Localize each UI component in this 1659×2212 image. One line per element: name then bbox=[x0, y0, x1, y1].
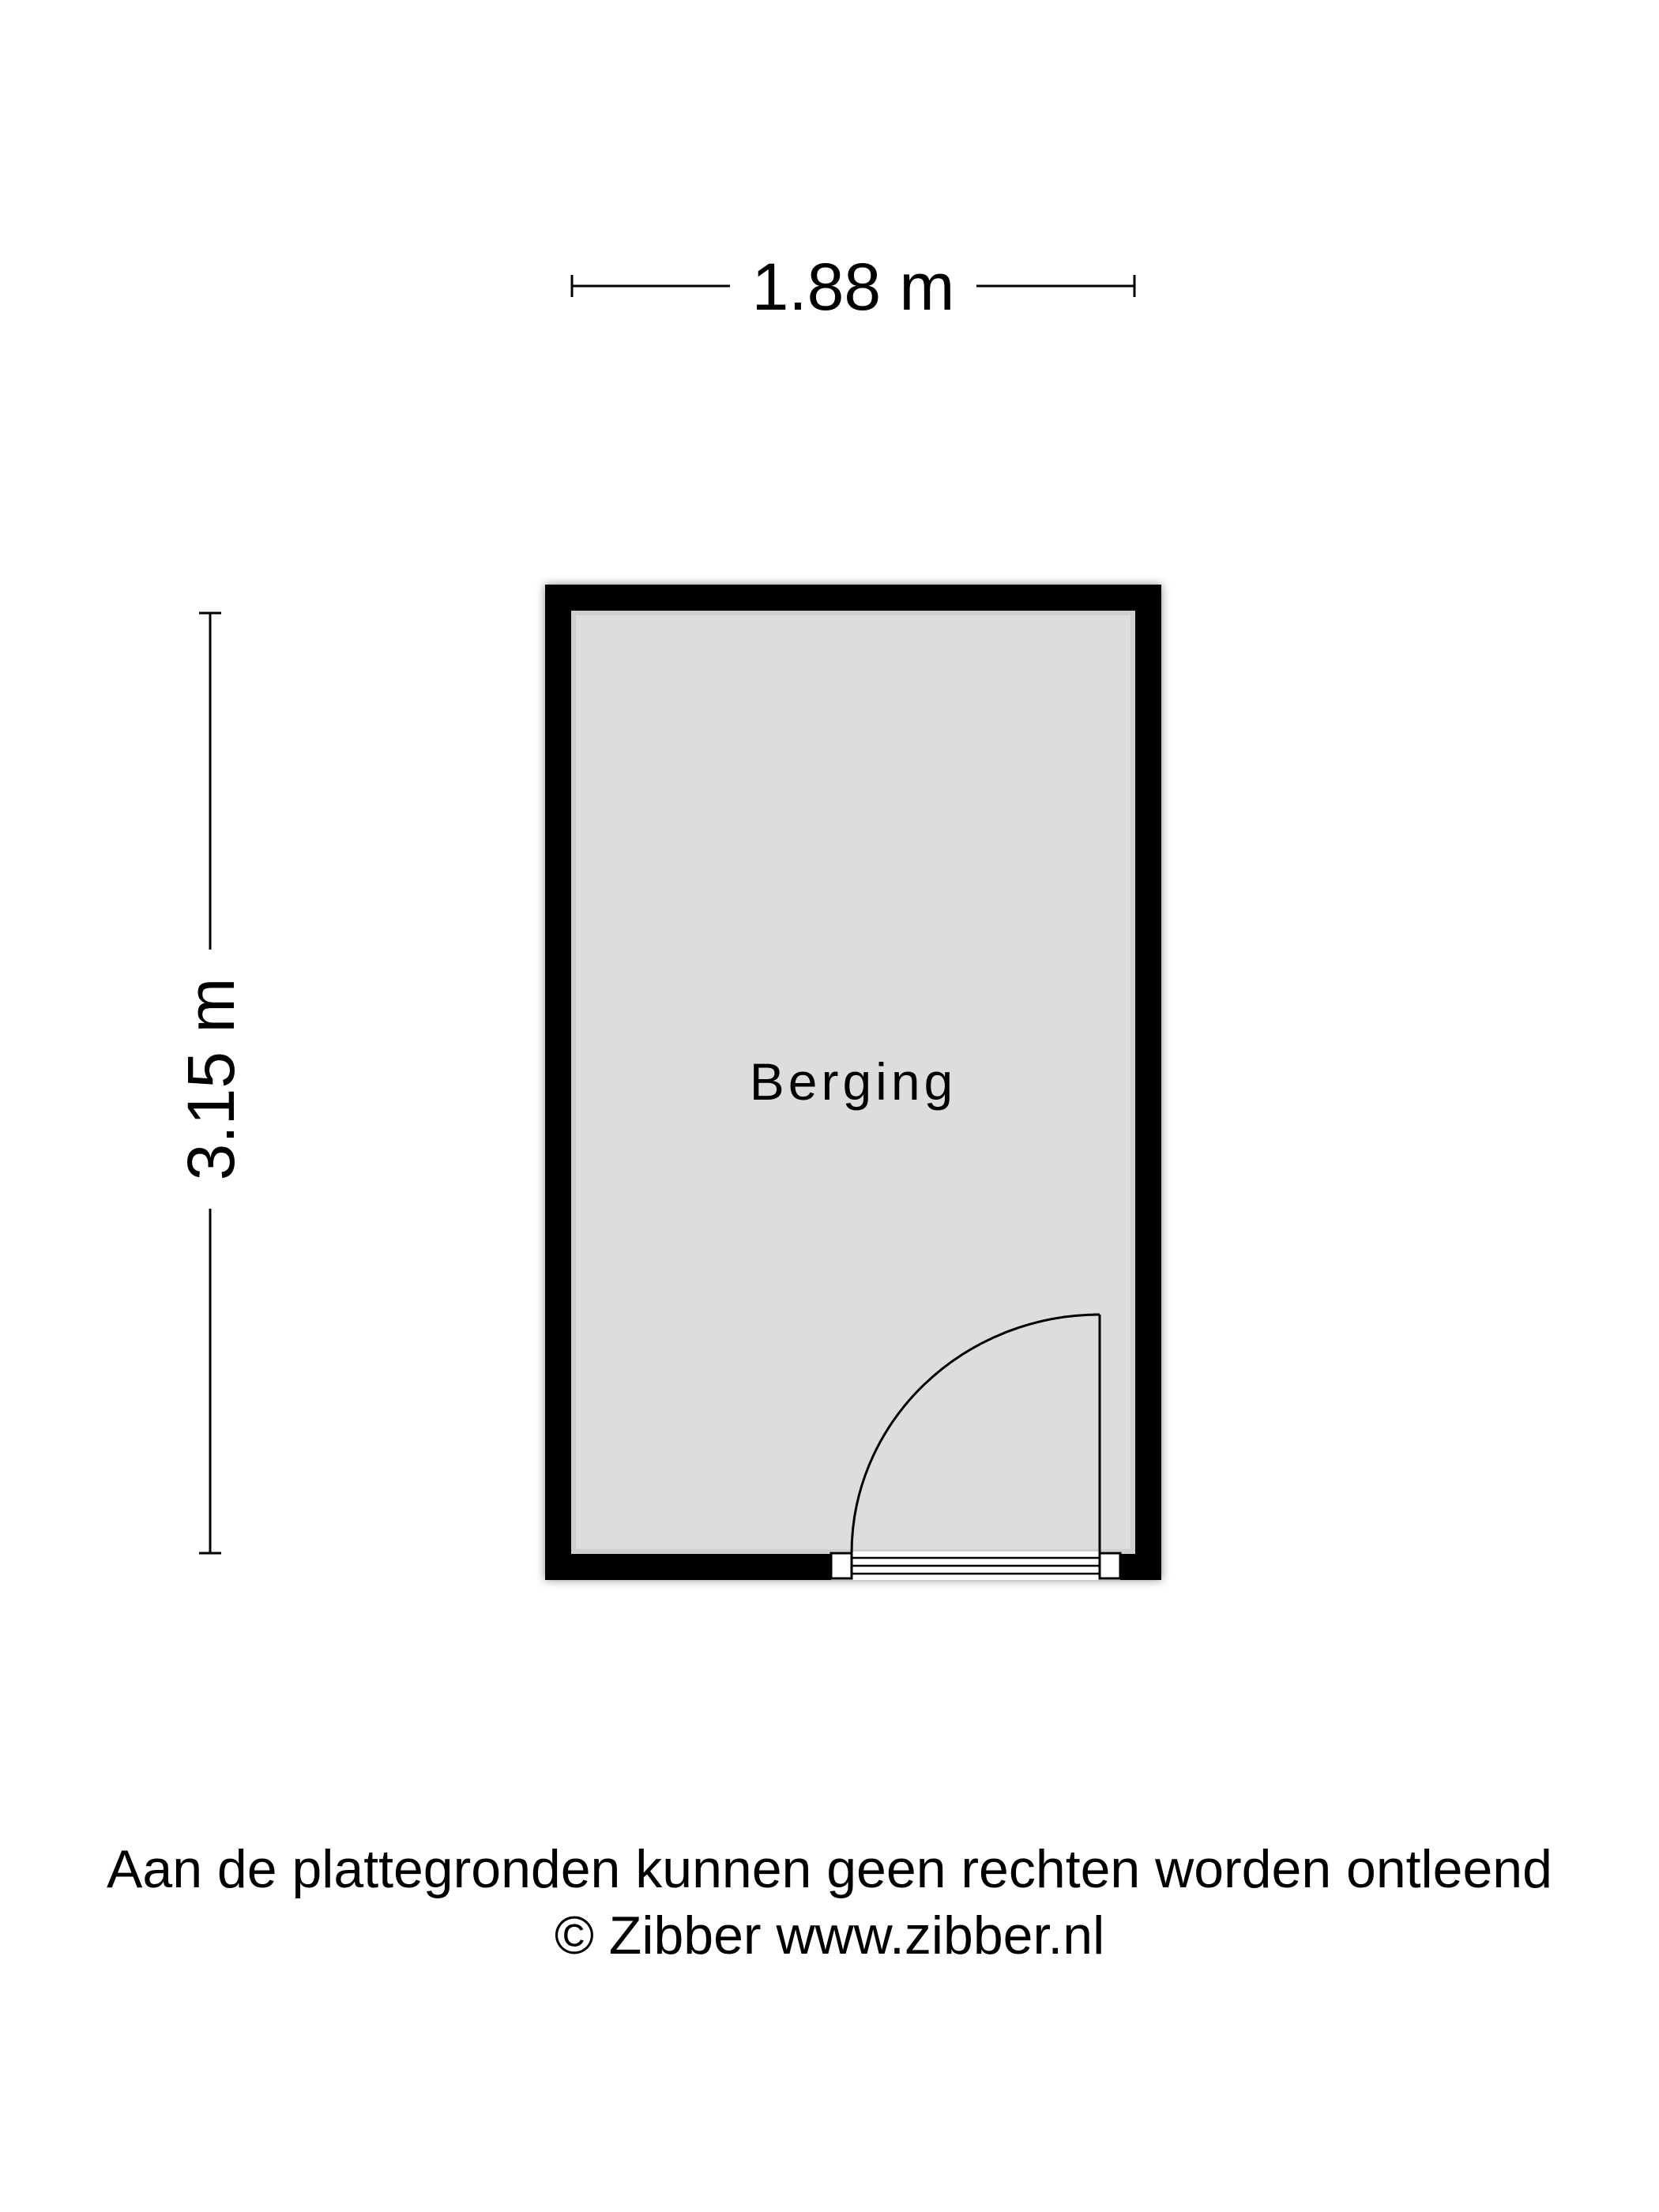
height-dimension bbox=[174, 613, 248, 1553]
disclaimer-text: Aan de plattegronden kunnen geen rechten worden ontleend bbox=[107, 1839, 1552, 1899]
room-label: Berging bbox=[749, 1052, 957, 1111]
room-berging bbox=[545, 585, 1161, 1580]
height-label: 3.15 m bbox=[174, 977, 248, 1181]
copyright-text: © Zibber www.zibber.nl bbox=[554, 1905, 1105, 1966]
width-label: 1.88 m bbox=[751, 250, 955, 324]
width-dimension bbox=[572, 250, 1134, 324]
